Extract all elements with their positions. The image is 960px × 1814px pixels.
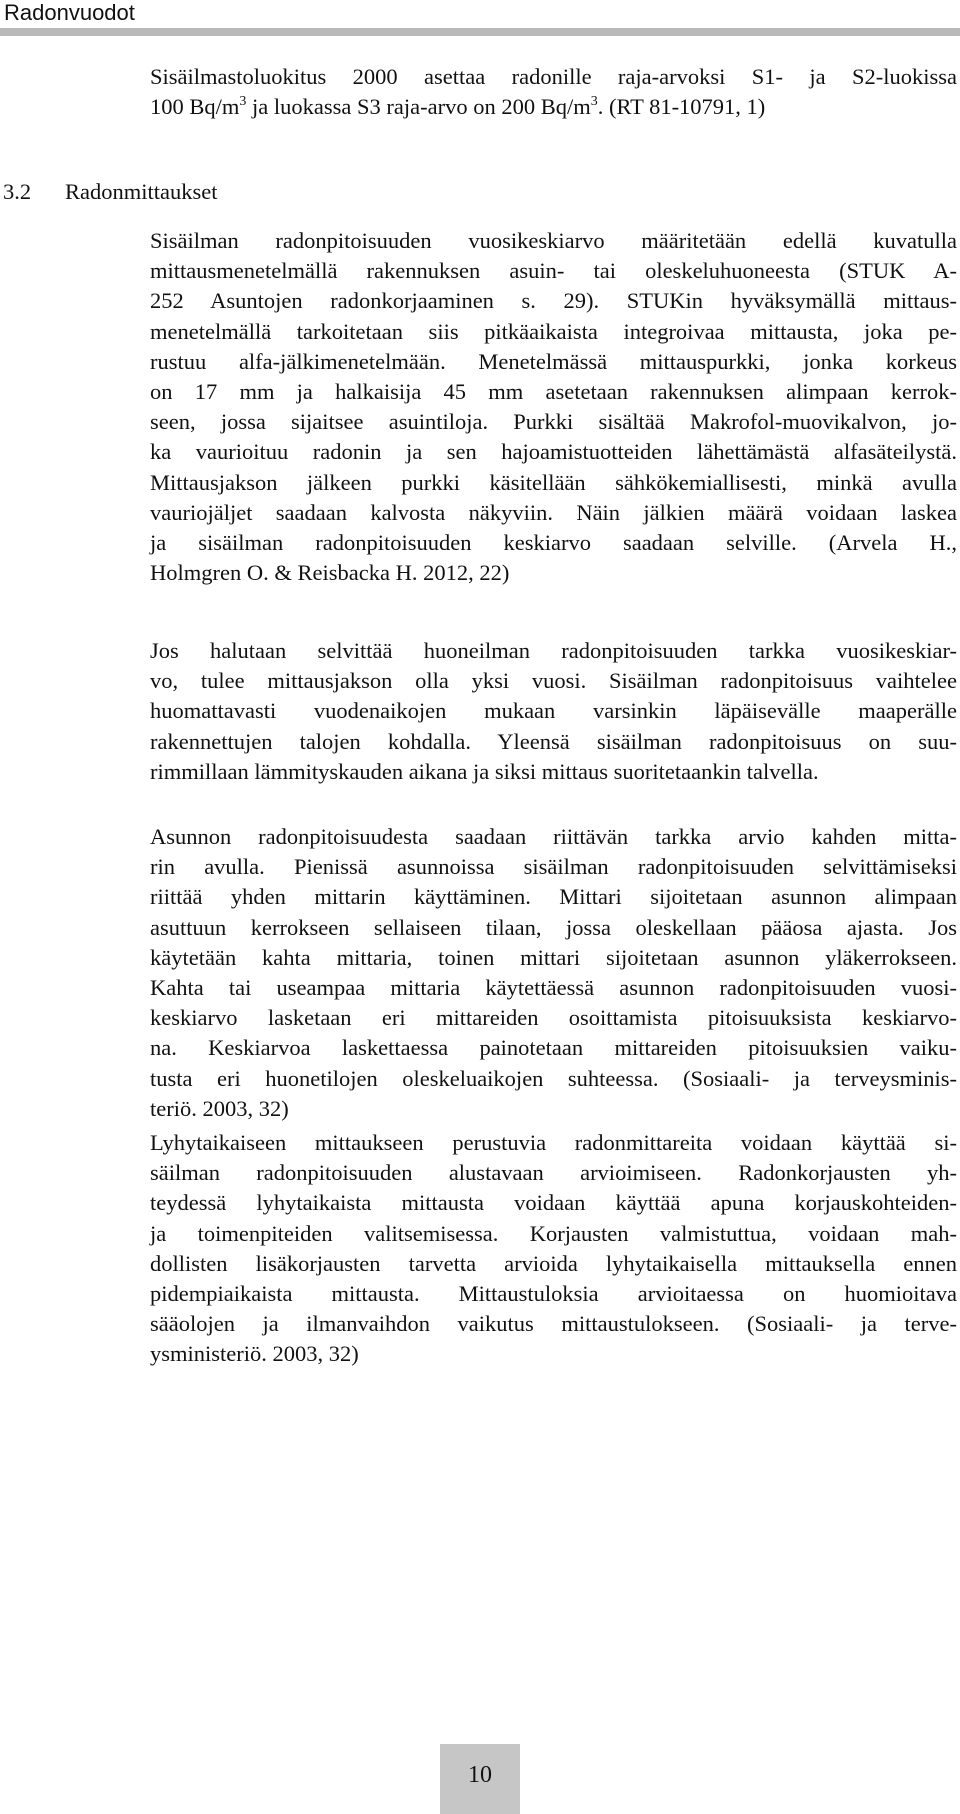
paragraph-line: pidempiaikaista mittausta. Mittaustuloksia arvioitaessa on huomioitava — [150, 1280, 957, 1306]
paragraph-line: rustuu alfa-jälkimenetelmään. Menetelmässä mittauspurkki, jonka korkeus — [150, 348, 957, 374]
paragraph-line: teydessä lyhytaikaista mittausta voidaan käyttää apuna korjauskohteiden- — [150, 1190, 957, 1216]
intro-line-2-a: 100 Bq/m — [150, 94, 240, 120]
paragraph-line: rakennettujen talojen kohdalla. Yleensä sisäilman radonpitoisuus on suu- — [150, 728, 957, 754]
intro-line-2-b: ja luokassa S3 raja-arvo on 200 Bq/m — [246, 94, 591, 120]
paragraph-line: rin avulla. Pienissä asunnoissa sisäilman radonpitoisuuden selvittämiseksi — [150, 854, 957, 880]
paragraph-line: Lyhytaikaiseen mittaukseen perustuvia radonmittareita voidaan käyttää si- — [150, 1130, 957, 1155]
paragraph-line: 252 Asuntojen radonkorjaaminen s. 29). STUKin hyväksymällä mittaus- — [150, 288, 957, 314]
header-divider — [0, 28, 960, 36]
intro-line-1: Sisäilmastoluokitus 2000 asettaa radonille raja-arvoksi S1- ja S2-luokissa — [150, 64, 957, 89]
paragraph-line: riittää yhden mittarin käyttäminen. Mittari sijoitetaan asunnon alimpaan — [150, 884, 957, 910]
paragraph-3 — [150, 822, 957, 1124]
paragraph-line: on 17 mm ja halkaisija 45 mm asetetaan rakennuksen alimpaan kerrok- — [150, 378, 957, 404]
paragraph-line: asuttuun kerrokseen sellaiseen tilaan, jossa oleskellaan pääosa ajasta. Jos — [150, 914, 957, 940]
paragraph-line: Holmgren O. & Reisbacka H. 2012, 22) — [150, 560, 510, 586]
paragraph-line: tusta eri huonetilojen oleskeluaikojen suhteessa. (Sosiaali- ja terveysminis- — [150, 1065, 957, 1091]
intro-line-2 — [150, 92, 957, 122]
paragraph-line: ka vaurioituu radonin ja sen hajoamistuotteiden lähettämästä alfasäteilystä. — [150, 439, 957, 465]
paragraph-line: huomattavasti vuodenaikojen mukaan varsinkin läpäisevälle maaperälle — [150, 698, 957, 724]
superscript-cubed: 3 — [590, 94, 598, 110]
paragraph-line: Mittausjakson jälkeen purkki käsitellään sähkökemiallisesti, minkä avulla — [150, 469, 957, 495]
document-header-title: Radonvuodot — [4, 0, 135, 25]
section-number: 3.2 — [3, 179, 32, 204]
paragraph-line: ja toimenpiteiden valitsemisessa. Korjausten valmistuttua, voidaan mah- — [150, 1220, 957, 1246]
paragraph-line: käytetään kahta mittaria, toinen mittari sijoitetaan asunnon yläkerrokseen. — [150, 944, 957, 970]
paragraph-line: Asunnon radonpitoisuudesta saadaan riittävän tarkka arvio kahden mitta- — [150, 824, 957, 849]
paragraph-line: rimmillaan lämmityskauden aikana ja siksi mittaus suoritetaankin talvella. — [150, 758, 819, 784]
paragraph-line: ja sisäilman radonpitoisuuden keskiarvo saadaan selville. (Arvela H., — [150, 529, 957, 555]
paragraph-line: teriö. 2003, 32) — [150, 1095, 289, 1121]
intro-paragraph — [150, 62, 957, 122]
intro-line-2-c: . (RT 81-10791, 1) — [597, 94, 766, 120]
paragraph-line: Kahta tai useampaa mittaria käytettäessä asunnon radonpitoisuuden vuosi- — [150, 974, 957, 1000]
paragraph-line: säilman radonpitoisuuden alustavaan arvioimiseen. Radonkorjausten yh- — [150, 1160, 957, 1186]
paragraph-line: seen, jossa sijaitsee asuintiloja. Purkki sisältää Makrofol-muovikalvon, jo- — [150, 409, 957, 435]
paragraph-line: na. Keskiarvoa laskettaessa painotetaan mittareiden pitoisuuksien vaiku- — [150, 1035, 957, 1061]
paragraph-line: keskiarvo lasketaan eri mittareiden osoittamista pitoisuuksista keskiarvo- — [150, 1005, 957, 1031]
paragraph-line: vo, tulee mittausjakson olla yksi vuosi. Sisäilman radonpitoisuus vaihtelee — [150, 668, 957, 694]
page-number: 10 — [468, 1762, 492, 1788]
superscript-cubed: 3 — [239, 94, 247, 110]
section-heading — [3, 177, 217, 207]
paragraph-line: sääolojen ja ilmanvaihdon vaikutus mittaustulokseen. (Sosiaali- ja terve- — [150, 1311, 957, 1337]
paragraph-line: vauriojäljet saadaan kalvosta näkyviin. Näin jälkien määrä voidaan laskea — [150, 499, 957, 525]
paragraph-line: Sisäilman radonpitoisuuden vuosikeskiarvo määritetään edellä kuvatulla — [150, 228, 957, 253]
paragraph-line: ysministeriö. 2003, 32) — [150, 1341, 359, 1367]
paragraph-4 — [150, 1128, 957, 1370]
paragraph-line: mittausmenetelmällä rakennuksen asuin- tai oleskeluhuoneesta (STUK A- — [150, 258, 957, 284]
paragraph-line: menetelmällä tarkoitetaan siis pitkäaikaista integroivaa mittausta, joka pe- — [150, 318, 957, 344]
paragraph-line: dollisten lisäkorjausten tarvetta arvioida lyhytaikaisella mittauksella ennen — [150, 1250, 957, 1276]
paragraph-1 — [150, 226, 957, 588]
paragraph-line: Jos halutaan selvittää huoneilman radonpitoisuuden tarkka vuosikeskiar- — [150, 638, 957, 663]
paragraph-2 — [150, 636, 957, 787]
section-title: Radonmittaukset — [65, 179, 218, 204]
